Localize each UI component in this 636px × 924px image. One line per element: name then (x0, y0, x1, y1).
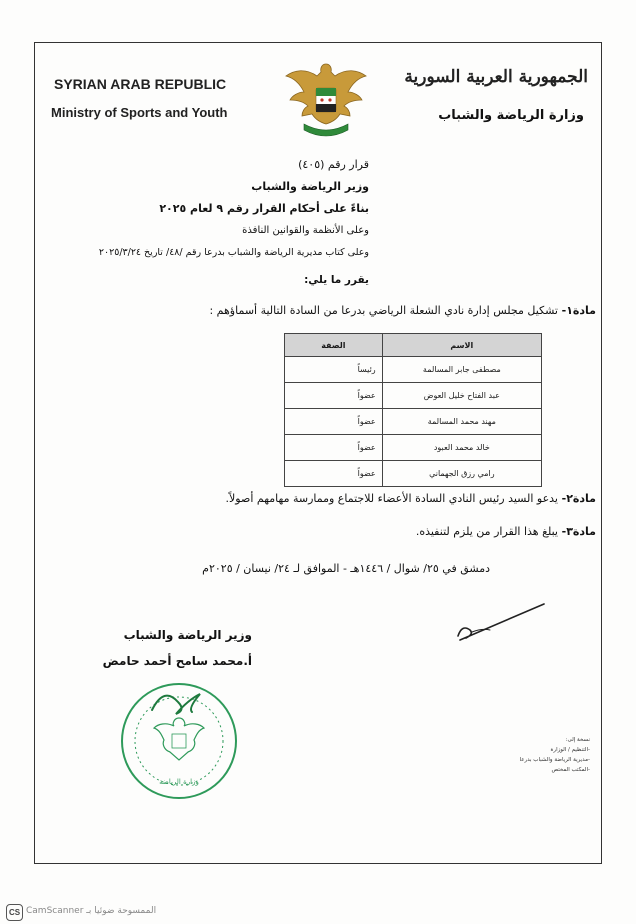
decision-issuer: وزير الرياضة والشباب (251, 180, 369, 193)
decision-laws: وعلى الأنظمة والقوانين النافذة (242, 225, 369, 236)
table-row (285, 383, 542, 409)
decision-letter: وعلى كتاب مديرية الرياضة والشباب بدرعا رقم /٤٨/ تاريخ ٢٠٢٥/٣/٢٤ (98, 247, 369, 258)
signatory-title: وزير الرياضة والشباب (123, 628, 252, 642)
article-2-text: يدعو السيد رئيس النادي السادة الأعضاء للاجتماع وممارسة مهامهم أصولاً. (225, 492, 558, 505)
stamp-signature-icon (152, 694, 200, 714)
members-table (284, 333, 542, 487)
date-line: دمشق في ٢٥/ شوال / ١٤٤٦هـ - الموافق لـ ٢٤/ نيسان / ٢٠٢٥م (202, 562, 490, 575)
table-row (285, 409, 542, 435)
article-3-text: يبلغ هذا القرار من يلزم لتنفيذه. (415, 525, 558, 538)
article-1-label: مادة١- (561, 304, 596, 317)
member-name: خالد محمد العبود (382, 435, 541, 461)
ministry-name-ar: وزارة الرياضة والشباب (438, 108, 584, 123)
column-header-name: الاسم (382, 334, 541, 357)
stamp-text: وزارة الرياضة (159, 778, 199, 786)
table-row (285, 435, 542, 461)
member-role: عضواً (285, 461, 383, 487)
table-header-row (285, 334, 542, 357)
copies-item: -المكتب المختص (551, 767, 590, 773)
copies-list (500, 735, 590, 775)
scanner-watermark: الممسوحة ضوئيا بـ CamScanner (26, 906, 157, 916)
member-role: عضواً (285, 435, 383, 461)
country-name-en: SYRIAN ARAB REPUBLIC (54, 76, 227, 92)
member-name: رامي رزق الجهماني (382, 461, 541, 487)
member-role: رئيساً (285, 357, 383, 383)
article-2-label: مادة٢- (561, 492, 596, 505)
copies-item: -التنظيم / الوزارة (550, 747, 590, 753)
column-header-role: الصفة (285, 334, 383, 357)
minister-signature (452, 600, 548, 644)
table-row (285, 357, 542, 383)
article-3-label: مادة٣- (561, 525, 596, 538)
member-role: عضواً (285, 409, 383, 435)
member-role: عضواً (285, 383, 383, 409)
member-name: عبد الفتاح خليل العوض (382, 383, 541, 409)
member-name: مهند محمد المسالمة (382, 409, 541, 435)
decision-number: قرار رقم (٤٠٥) (298, 158, 369, 171)
eagle-emblem (282, 58, 370, 144)
copies-heading: نسخة إلى: (565, 737, 590, 743)
copies-item: -مديرية الرياضة والشباب بدرعا (519, 757, 590, 763)
official-stamp (118, 680, 240, 802)
ministry-name-en: Ministry of Sports and Youth (51, 105, 228, 120)
calligraphic-logotype (404, 60, 590, 90)
signatory-name: أ.محمد سامح أحمد حامض (102, 654, 252, 668)
article-1-text: تشكيل مجلس إدارة نادي الشعلة الرياضي بدرعا من السادة التالية أسماؤهم : (209, 304, 558, 317)
camscanner-logo-icon: CS (6, 904, 23, 921)
decision-resolves: يقرر ما يلي: (304, 274, 369, 286)
table-row (285, 461, 542, 487)
decision-basis: بناءً على أحكام القرار رقم ٩ لعام ٢٠٢٥ (159, 202, 369, 215)
country-name-ar: الجمهورية العربية السورية (404, 67, 588, 87)
member-name: مصطفى جابر المسالمة (382, 357, 541, 383)
